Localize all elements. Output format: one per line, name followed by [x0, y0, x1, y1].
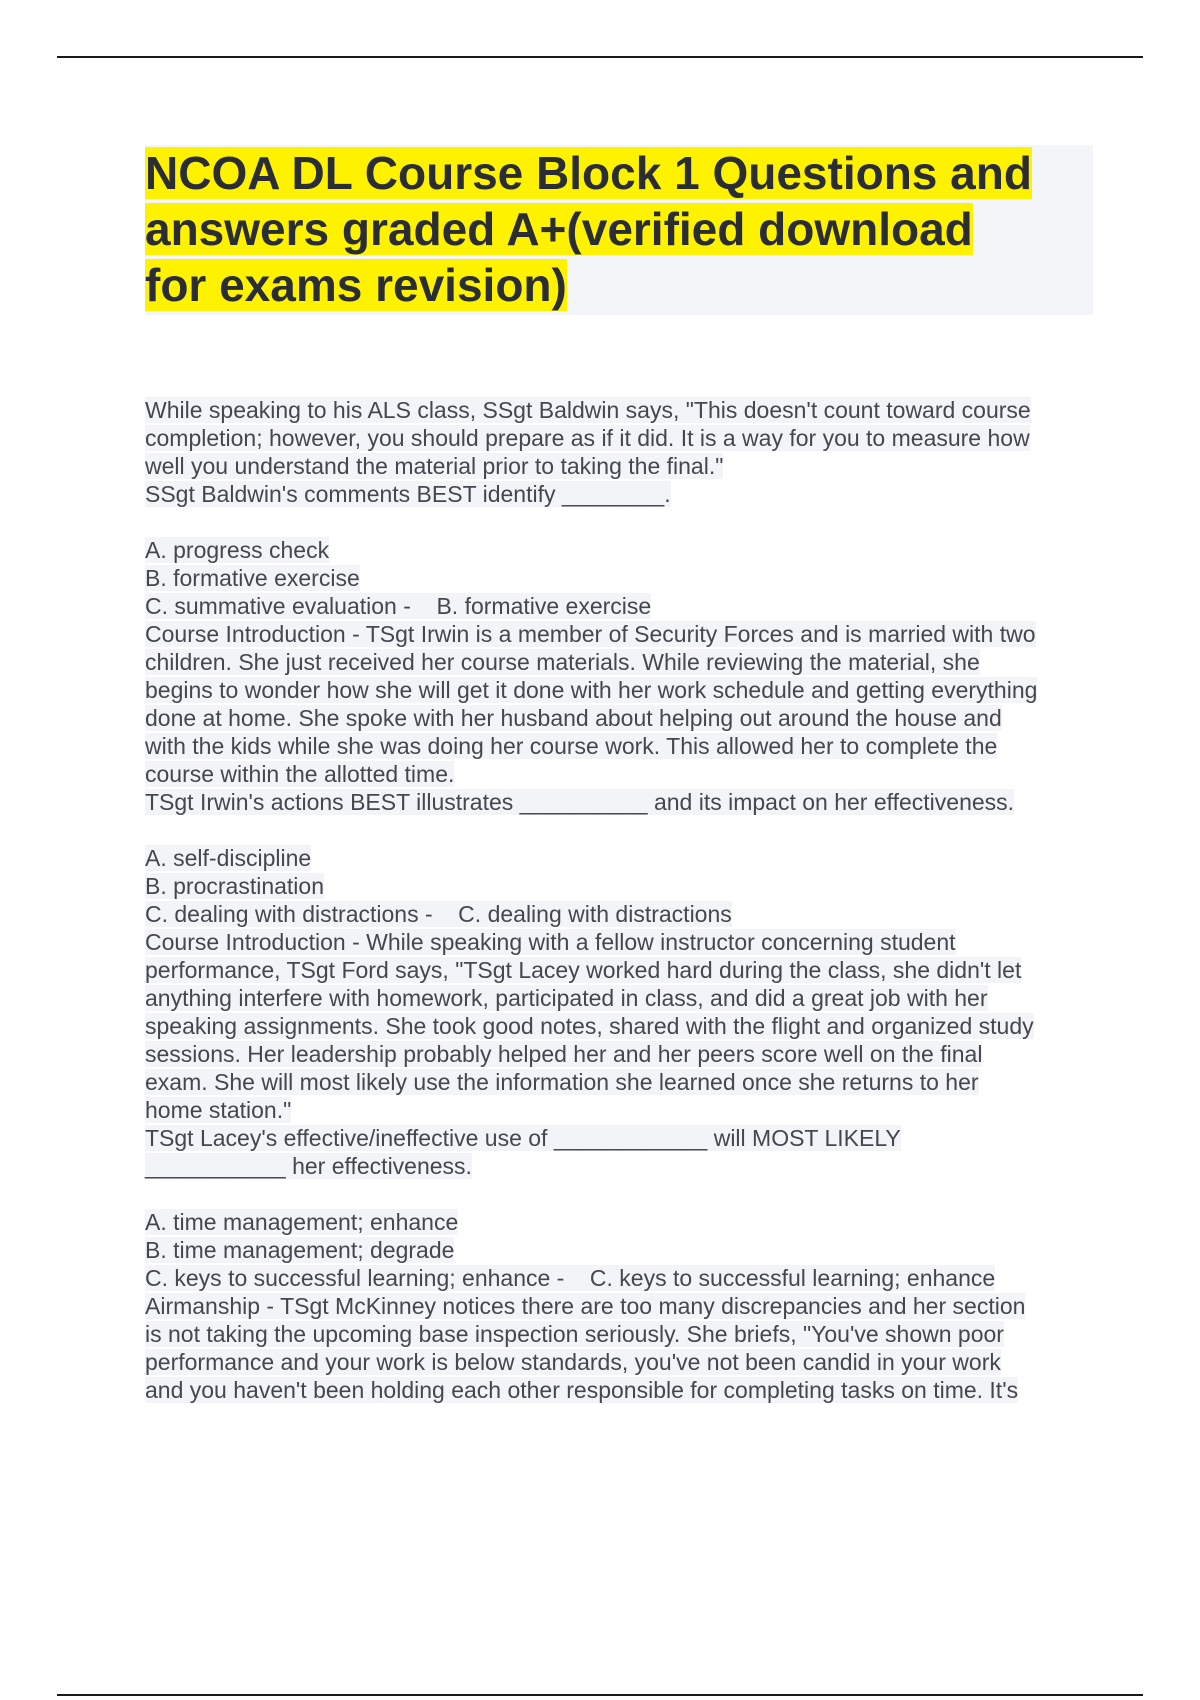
- question-4: [145, 1292, 1095, 1404]
- question-3-option-b: B. time management; degrade: [145, 1237, 455, 1263]
- question-2-option-b: B. procrastination: [145, 873, 324, 899]
- question-2-option-c-answer: C. dealing with distractions - C. dealing with distractions: [145, 901, 732, 927]
- question-2-line: done at home. She spoke with her husband about helping out around the house and: [145, 705, 1002, 731]
- question-3-line: Course Introduction - While speaking with a fellow instructor concerning student: [145, 929, 956, 955]
- question-3-line: home station.": [145, 1097, 292, 1123]
- question-3-option-c-answer: C. keys to successful learning; enhance - C. keys to successful learning; enhance: [145, 1265, 996, 1291]
- header-rule: [57, 56, 1143, 58]
- document-title: [145, 145, 1093, 313]
- title-line-2: answers graded A+(verified download: [145, 203, 973, 255]
- question-2-option-a: A. self-discipline: [145, 845, 312, 871]
- question-1-line: While speaking to his ALS class, SSgt Baldwin says, "This doesn't count toward course: [145, 397, 1031, 423]
- question-2-line: with the kids while she was doing her course work. This allowed her to complete the: [145, 733, 998, 759]
- question-4-line: and you haven't been holding each other responsible for completing tasks on time. It's: [145, 1377, 1019, 1403]
- question-1: [145, 396, 1095, 620]
- question-2-line: begins to wonder how she will get it done with her work schedule and getting everything: [145, 677, 1038, 703]
- question-4-line: is not taking the upcoming base inspection seriously. She briefs, "You've shown poor: [145, 1321, 1004, 1347]
- question-1-prompt: SSgt Baldwin's comments BEST identify ________.: [145, 481, 671, 507]
- question-3-line: sessions. Her leadership probably helped her and her peers score well on the final: [145, 1041, 983, 1067]
- question-3-line: performance, TSgt Ford says, "TSgt Lacey worked hard during the class, she didn't let: [145, 957, 1022, 983]
- question-2-line: course within the allotted time.: [145, 761, 455, 787]
- title-block: [145, 145, 1093, 315]
- title-line-1: NCOA DL Course Block 1 Questions and: [145, 147, 1032, 199]
- question-2-line: children. She just received her course materials. While reviewing the material, she: [145, 649, 980, 675]
- question-3-line: anything interfere with homework, participated in class, and did a great job with her: [145, 985, 988, 1011]
- question-1-option-a: A. progress check: [145, 537, 330, 563]
- document-body: [145, 396, 1095, 1404]
- question-3-prompt: TSgt Lacey's effective/ineffective use of ____________ will MOST LIKELY: [145, 1125, 901, 1151]
- question-4-line: performance and your work is below standards, you've not been candid in your work: [145, 1349, 1001, 1375]
- question-3-prompt: ___________ her effectiveness.: [145, 1153, 472, 1179]
- question-3-line: speaking assignments. She took good notes, shared with the flight and organized study: [145, 1013, 1034, 1039]
- question-2: [145, 620, 1095, 928]
- question-4-line: Airmanship - TSgt McKinney notices there are too many discrepancies and her section: [145, 1293, 1026, 1319]
- question-1-line: well you understand the material prior to taking the final.": [145, 453, 724, 479]
- question-3: [145, 928, 1095, 1292]
- title-line-3: for exams revision): [145, 259, 567, 311]
- question-1-line: completion; however, you should prepare as if it did. It is a way for you to measure how: [145, 425, 1030, 451]
- question-3-line: exam. She will most likely use the information she learned once she returns to her: [145, 1069, 979, 1095]
- question-1-option-b: B. formative exercise: [145, 565, 360, 591]
- question-2-prompt: TSgt Irwin's actions BEST illustrates __________ and its impact on her effectiveness.: [145, 789, 1015, 815]
- question-1-option-c-answer: C. summative evaluation - B. formative exercise: [145, 593, 652, 619]
- question-2-line: Course Introduction - TSgt Irwin is a member of Security Forces and is married with two: [145, 621, 1036, 647]
- footer-rule: [57, 1694, 1143, 1696]
- question-3-option-a: A. time management; enhance: [145, 1209, 459, 1235]
